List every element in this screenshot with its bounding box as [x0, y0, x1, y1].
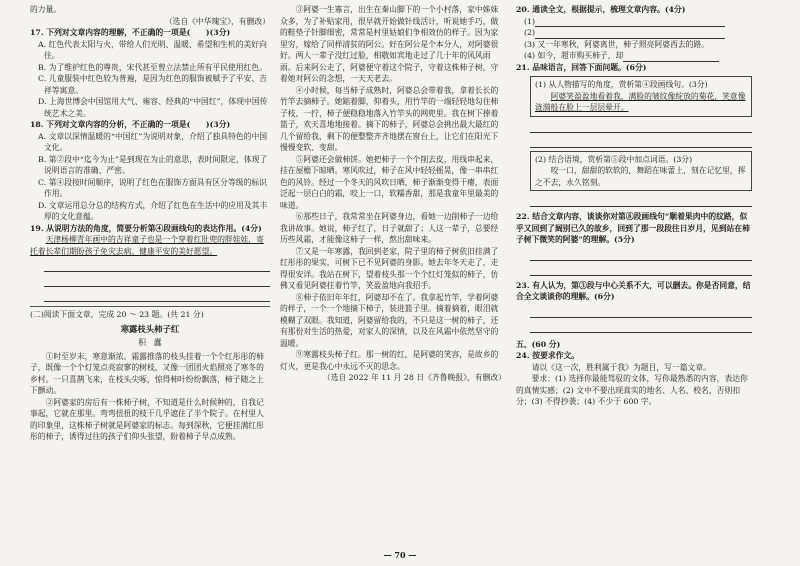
article-source: （选自 2022 年 11 月 28 日《齐鲁晚报》，有删改） [322, 373, 506, 382]
q19-stem: 19. 从说明方法的角度，简要分析第④段画线句的表达作用。(4分) [30, 223, 262, 233]
right-column [516, 4, 752, 408]
q18-option-a: A. 文章以深情温暖的“中国红”为说明对象，介绍了独具特色的中国文化。 [38, 131, 268, 152]
q21-sub1: (1) 从人物描写的角度，赏析第④段画线句。(3分) [535, 80, 708, 89]
answer-line[interactable] [530, 320, 752, 333]
q21-stem: 21. 品味语言，回答下面问题。(6分) [516, 62, 647, 72]
q22-answer-lines[interactable] [516, 248, 752, 276]
q18-option-d: D. 文章运用总分总的结构方式，介绍了红色在生活中的应用及其丰厚的文化意蕴。 [38, 200, 268, 221]
intro-tail: 的力量。 [30, 5, 62, 14]
left-column [30, 4, 270, 443]
article-para-3: ③阿婆一生寡言，出生在秦山脚下的一个小村落，家中姊妹众多，为了补贴家用，很早就开始做针线活计，听说她手巧，做的鞋垫子针脚细密，常常是村里姑娘们争相效仿的样子。因为家里穷，嫁给了同样清贫的阿公。好在阿公是个本分人，对阿婆很好。两人一辈子没红过脸，相敬如宾地走过了几十年的风风雨雨。后来阿公走了，阿婆便守着这个院子，守着这株柿子树，守着她对阿公的念想，一天天老去。 [280, 5, 499, 83]
answer-line[interactable] [44, 289, 270, 302]
q24-prompt: 请以《这一次，胜利属于我》为题目，写一篇文章。 [531, 362, 711, 372]
section-5-heading: 五、(60 分) [516, 339, 561, 349]
intro-source: （选自《中华瑰宝》，有删改） [164, 16, 270, 26]
article-para-5: ⑤阿婆还会做柿饼。她把柿子一个个削去皮，用线串起来，挂在屋檐下晾晒。寒风吹过，柿子在风中轻轻摇晃，像一串串红色的风铃。经过一个冬天的风吹日晒，柿子渐渐变得干瘪，表面泛起一层白白的霜，咬上一口，软糯香甜，那是我童年里最美的味道。 [280, 154, 499, 210]
q22-stem: 22. 结合文章内容，谈谈你对第⑧段画线句“顺着果肉中的纹路，似乎又回到了阔别已久的故乡，回到了那一段段往日岁月，见到站在柿子树下微笑的阿婆”的理解。(5分) [516, 212, 750, 244]
q21-quote2: 咬一口，甜甜的软软的，舞蹈在味蕾上，刻在记忆里，挥之不去，永久铭刻。 [535, 166, 746, 187]
q17-option-c: C. 儿童服装中红色较为普遍，是因为红色的服饰被赋予了平安、吉祥等寓意。 [38, 74, 267, 95]
answer-line[interactable] [530, 305, 752, 318]
q23-answer-lines[interactable] [516, 305, 752, 333]
q20-item-4 [516, 50, 752, 62]
answer-line[interactable] [530, 120, 752, 133]
q18-option-c: C. 第④段按时间顺序，说明了红色在服饰方面具有区分等级的标识作用。 [38, 177, 267, 198]
article-para-2: ②阿婆家的房后有一株柿子树，不知道是什么时候种的，自我记事起，它就在那里。弯弯扭扭的枝干几乎遮住了半个院子。在村里人的印象里，这株柿子树就是阿婆家的标志。每到深秋，它便挂满红彤彤的柿子，诱得过往的孩子们仰头张望，盼着柿子早点成熟。 [30, 397, 264, 441]
answer-line[interactable] [530, 194, 752, 207]
answer-line[interactable] [44, 274, 270, 287]
q20-item-1-label: (1) [524, 16, 536, 26]
section-2-heading: (二)阅读下面文章，完成 20 ～ 23 题。(共 21 分) [30, 310, 204, 319]
q24-stem: 24. 按要求作文。 [516, 351, 580, 360]
page-number: — 70 — [383, 550, 417, 560]
q21-box-2 [530, 151, 752, 192]
q21-2-answer-lines[interactable] [516, 194, 752, 207]
q17-stem: 17. 下列对文章内容的理解，不正确的一项是( )(3分) [30, 28, 231, 37]
q20-stem: 20. 通读全文，根据提示，梳理文章内容。(4分) [516, 5, 686, 14]
section-2 [30, 306, 270, 443]
middle-column [280, 4, 506, 384]
article-para-1: ①时至岁末，寒意渐浓。霜露推落的枝头挂着一个个红彤彤的柿子，既像一个个灯笼点亮寂寥的树枝，又像一团团火焰照亮了寒冬的乡村。一只喜鹊飞来，在枝头尖啄，惊得柿叶纷纷飘落，柿子随之上下颤动。 [30, 351, 264, 395]
q19-answer-lines[interactable] [30, 259, 270, 302]
answer-line[interactable] [44, 259, 270, 272]
article-para-9: ⑨寒露枝头柿子红。那一树的红，是阿婆的笑容，是故乡的灯火，更是我心中永远不灭的思念。 [280, 350, 499, 371]
q20-item-2-label: (2) [524, 28, 536, 37]
answer-line[interactable] [530, 263, 752, 276]
q20-item-3: (3) 又一年寒秋，阿婆离世，柿子照亮阿婆西去的路。 [524, 39, 710, 49]
q20-item-1 [516, 16, 752, 28]
article-para-6: ⑥那些日子，我常常坐在阿婆身边，看她一边削柿子一边给我讲故事。她说，柿子红了，日子就甜了；人这一辈子，总要经历些风霜，才能像这柿子一样，熬出甜味来。 [280, 212, 499, 244]
q19-quote: 天津杨柳青年画中的吉祥童子也是一个穿着红肚兜的胖娃娃，寄托着长辈们期盼孩子免灾去病、健康平安的美好愿望。 [30, 235, 264, 256]
q18-stem: 18. 下列对文章内容的分析，不正确的一项是( )(3分) [30, 120, 231, 129]
answer-line[interactable] [530, 248, 752, 261]
q21-sub2: (2) 结合语境，赏析第⑤段中加点词语。(3分) [535, 154, 693, 164]
article-title: 寒露枝头柿子红 [120, 323, 180, 334]
article-para-4: ④小时候，每当柿子成熟时，阿婆总会带着我，拿着长长的竹竿去摘柿子。她踮着脚，仰着头，用竹竿的一端轻轻地勾住柿子枝，一拧，柿子便稳稳地落入竹竿头的网兜里。我在树下捧着篮子，欢天喜地地接着。摘下的柿子，阿婆总会挑出最大最红的几个留给我，剩下的便整整齐齐地摆在窗台上，让它们在阳光下慢慢变软、变甜。 [280, 85, 499, 152]
article-author: 积 蠹 [138, 338, 162, 347]
q18-option-b: B. 第②段中“迄今为止”是到现在为止的意思，表时间限定，体现了说明语言的准确、严密。 [38, 154, 268, 175]
article-para-7: ⑦又是一年寒露，我回到老家，院子里的柿子树依旧挂满了红彤彤的果实，可树下已不见阿婆的身影。她去年冬天走了，走得很安详。我站在树下，望着枝头那一个个红灯笼似的柿子，仿佛又看见阿婆拄着竹竿，笑盈盈地向我招手。 [280, 246, 499, 290]
answer-line[interactable] [530, 135, 752, 148]
q17-option-b: B. 为了维护红色的尊贵，宋代甚至曾立法禁止所有平民使用红色。 [38, 62, 267, 72]
q20-item-4-label: (4) 如今，超市购买柿子，却 [524, 51, 624, 60]
q21-box [530, 76, 752, 117]
q17-option-d: D. 上海世博会中国馆用大气、雍容、经典的“中国红”，体现中国传统艺术之美。 [38, 97, 268, 118]
q21-quote1: 阿婆笑盈盈地看着我，满脸的皱纹像绽放的菊花，笑意像涟漪般在脸上一层层晕开。 [535, 91, 746, 112]
q20-item-2 [516, 27, 752, 39]
q21-1-answer-lines[interactable] [516, 120, 752, 148]
q23-stem: 23. 有人认为，第③段与中心关系不大，可以删去。你是否同意，结合全文谈谈你的理解。(6分) [516, 280, 751, 301]
article-para-8: ⑧柿子依旧年年红，阿婆却不在了。我拿起竹竿，学着阿婆的样子，一个一个地摘下柿子，装进篮子里。摘着摘着，眼泪就模糊了双眼。我知道，阿婆留给我的，不只是这一树的柿子，还有那份对生活的热爱，对家人的深情，以及在风霜中依然坚守的温暖。 [280, 292, 499, 348]
q17-option-a: A. 红色代表太阳与火，带给人们光明、温暖、希望和生机的美好向往。 [38, 39, 267, 60]
q24-requirements: 要求：(1) 选择你最能驾驭的文体，写你最熟悉的内容，表达你的真情实感；(2) 文中不要出现真实的地名、人名、校名，否则扣分；(3) 不得抄袭；(4) 不少于 600 字。 [516, 374, 748, 406]
